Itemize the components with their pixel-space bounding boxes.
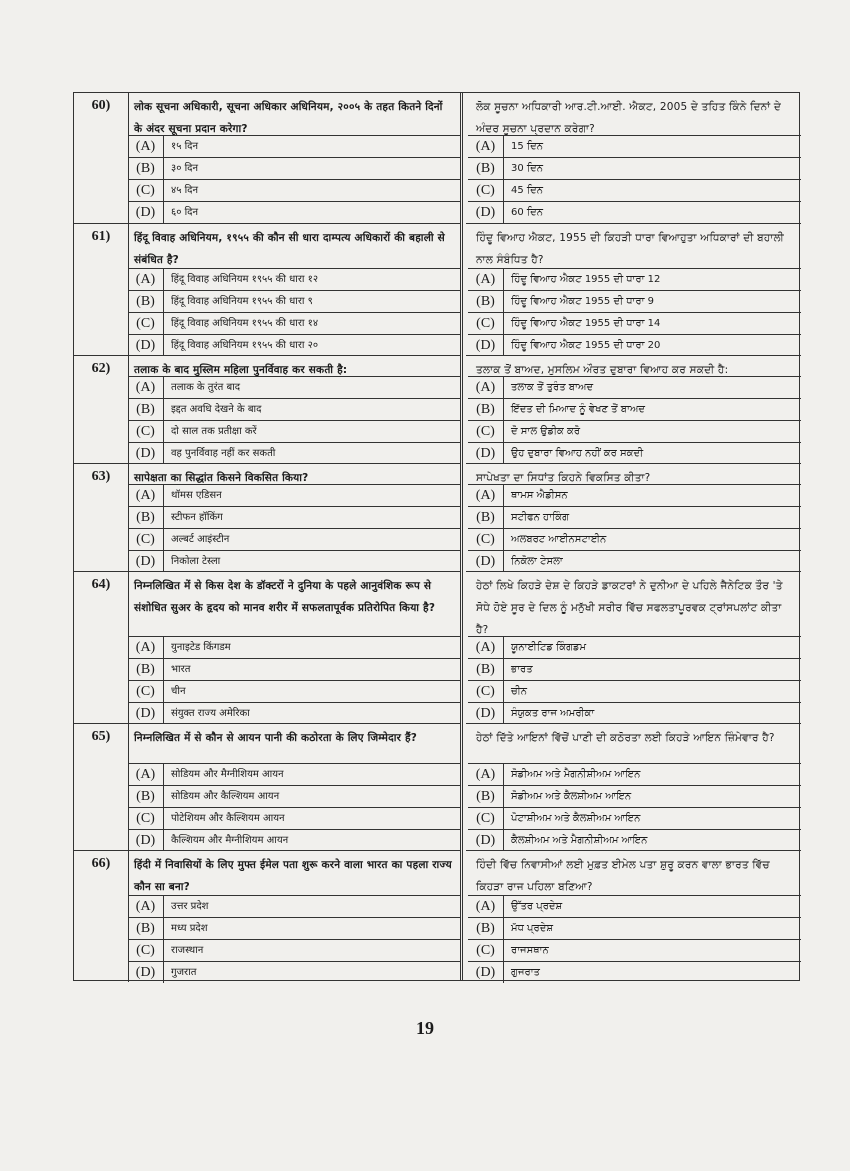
punjabi-question-text: ਤਲਾਕ ਤੋਂ ਬਾਅਦ, ਮੁਸਲਿਮ ਔਰਤ ਦੁਬਾਰਾ ਵਿਆਹ ਕਰ ਸਕਦੀ ਹੈ:	[476, 364, 729, 376]
option-a[interactable]	[468, 636, 801, 658]
punjabi-question-block	[466, 571, 801, 723]
option-row-rule	[128, 636, 460, 658]
option-text: ३० दिन	[171, 163, 199, 174]
option-label: (C)	[128, 808, 164, 829]
option-c[interactable]	[468, 528, 801, 550]
option-c[interactable]	[468, 680, 801, 702]
option-row-rule	[128, 157, 460, 179]
option-row-rule	[128, 376, 460, 398]
option-row-rule	[128, 658, 460, 680]
option-label: (D)	[468, 202, 504, 223]
option-d[interactable]	[468, 550, 801, 572]
option-text: ਹਿੰਦੂ ਵਿਆਹ ਐਕਟ 1955 ਦੀ ਧਾਰਾ 14	[511, 318, 661, 329]
option-d[interactable]	[128, 201, 460, 223]
option-text: राजस्थान	[171, 945, 204, 956]
option-a[interactable]	[128, 268, 460, 290]
option-text: 45 ਦਿਨ	[511, 185, 543, 196]
option-c[interactable]	[468, 939, 801, 961]
option-row-rule	[468, 179, 801, 201]
option-d[interactable]	[468, 334, 801, 356]
option-row-rule	[128, 939, 460, 961]
option-label: (C)	[468, 313, 504, 334]
option-text: ਹਿੰਦੂ ਵਿਆਹ ਐਕਟ 1955 ਦੀ ਧਾਰਾ 20	[511, 340, 661, 351]
option-c[interactable]	[468, 312, 801, 334]
punjabi-question-text: ਸਾਪੇਖਤਾ ਦਾ ਸਿਧਾਂਤ ਕਿਹਨੇ ਵਿਕਸਿਤ ਕੀਤਾ?	[476, 472, 651, 484]
option-row-rule	[128, 420, 460, 442]
option-b[interactable]	[128, 506, 460, 528]
option-row-rule	[468, 312, 801, 334]
question-number: 63)	[91, 469, 111, 484]
option-text: ਗੁਜਰਾਤ	[511, 967, 540, 978]
option-text: ४५ दिन	[171, 185, 199, 196]
option-row-rule	[128, 917, 460, 939]
hindi-question-text: सापेक्षता का सिद्धांत किसने विकसित किया?	[134, 472, 309, 484]
option-d[interactable]	[128, 442, 460, 464]
option-label: (B)	[128, 659, 164, 680]
option-label: (B)	[128, 158, 164, 179]
option-label: (B)	[468, 918, 504, 939]
option-label: (B)	[128, 507, 164, 528]
option-b[interactable]	[128, 398, 460, 420]
hindi-question-text: हिंदी में निवासियों के लिए मुफ्त ईमेल पता शुरू करने वाला भारत का पहला राज्य कौन सा बना?	[134, 859, 452, 893]
option-text: १५ दिन	[171, 141, 199, 152]
option-row-rule	[468, 484, 801, 506]
option-label: (D)	[468, 551, 504, 572]
option-label: (B)	[468, 659, 504, 680]
option-c[interactable]	[128, 179, 460, 201]
option-text: उत्तर प्रदेश	[171, 901, 209, 912]
option-label: (D)	[128, 703, 164, 724]
option-b[interactable]	[468, 785, 801, 807]
option-row-rule	[468, 157, 801, 179]
option-row-rule	[468, 135, 801, 157]
option-label: (A)	[468, 485, 504, 506]
option-label: (C)	[128, 529, 164, 550]
question-table	[73, 92, 800, 981]
option-c[interactable]	[128, 680, 460, 702]
option-label: (D)	[468, 335, 504, 356]
question-number: 66)	[91, 856, 111, 871]
option-c[interactable]	[468, 420, 801, 442]
option-row-rule	[468, 420, 801, 442]
option-label: (C)	[468, 529, 504, 550]
option-label: (A)	[468, 269, 504, 290]
option-d[interactable]	[468, 961, 801, 983]
page-number: 19	[416, 1018, 434, 1038]
hindi-question-block	[74, 355, 460, 463]
punjabi-question-block	[466, 355, 801, 463]
hindi-question-text: निम्नलिखित में से किस देश के डॉक्टरों ने दुनिया के पहले आनुवंशिक रूप से संशोधित सुअर के हृदय को मानव शरीर में सफलतापूर्वक प्रतिरोपित किया है?	[134, 580, 436, 614]
option-text: तलाक के तुरंत बाद	[171, 382, 241, 393]
option-text: इद्दत अवधि देखने के बाद	[171, 404, 262, 415]
option-row-rule	[468, 807, 801, 829]
option-text: ਇੱਦਤ ਦੀ ਮਿਆਦ ਨੂੰ ਵੇਖਣ ਤੋਂ ਬਾਅਦ	[511, 404, 646, 415]
option-a[interactable]	[128, 636, 460, 658]
option-row-rule	[468, 961, 801, 983]
option-label: (A)	[468, 637, 504, 658]
option-text: भारत	[171, 664, 191, 675]
option-label: (A)	[128, 269, 164, 290]
option-label: (A)	[468, 377, 504, 398]
option-d[interactable]	[128, 334, 460, 356]
hindi-question-block	[74, 223, 460, 355]
punjabi-question-text: ਹਿੰਦੀ ਵਿੱਚ ਨਿਵਾਸੀਆਂ ਲਈ ਮੁਫ਼ਤ ਈਮੇਲ ਪਤਾ ਸ਼ੁਰੂ ਕਰਨ ਵਾਲਾ ਭਾਰਤ ਵਿੱਚ ਕਿਹੜਾ ਰਾਜ ਪਹਿਲਾ ਬਣਿਆ?	[476, 859, 770, 893]
option-label: (B)	[468, 507, 504, 528]
option-text: 60 ਦਿਨ	[511, 207, 543, 218]
punjabi-question-block	[466, 463, 801, 571]
option-text: अल्बर्ट आइंस्टीन	[171, 534, 230, 545]
option-label: (A)	[128, 485, 164, 506]
option-text: ਮੱਧ ਪ੍ਰਦੇਸ਼	[511, 923, 553, 934]
option-text: ਚੀਨ	[511, 686, 527, 697]
option-label: (C)	[468, 681, 504, 702]
option-row-rule	[128, 398, 460, 420]
option-row-rule	[128, 829, 460, 851]
option-a[interactable]	[468, 895, 801, 917]
question-number: 61)	[91, 229, 111, 244]
hindi-question-text: लोक सूचना अधिकारी, सूचना अधिकार अधिनियम, २००५ के तहत कितने दिनों के अंदर सूचना प्रदान करेगा?	[134, 101, 443, 135]
option-text: मध्य प्रदेश	[171, 923, 208, 934]
option-row-rule	[128, 179, 460, 201]
option-text: थॉमस एडिसन	[171, 490, 222, 501]
option-text: ਸਟੀਫਨ ਹਾਕਿੰਗ	[511, 512, 570, 523]
option-row-rule	[468, 680, 801, 702]
option-b[interactable]	[128, 290, 460, 312]
option-row-rule	[468, 268, 801, 290]
option-text: ਸੋਡੀਅਮ ਅਤੇ ਕੈਲਸ਼ੀਅਮ ਆਇਨ	[511, 791, 632, 802]
option-row-rule	[128, 290, 460, 312]
option-label: (A)	[128, 377, 164, 398]
option-a[interactable]	[468, 268, 801, 290]
option-b[interactable]	[128, 658, 460, 680]
option-row-rule	[468, 829, 801, 851]
option-row-rule	[128, 702, 460, 724]
option-label: (A)	[468, 764, 504, 785]
option-a[interactable]	[128, 135, 460, 157]
option-row-rule	[128, 785, 460, 807]
punjabi-question-text: ਲੋਕ ਸੂਚਨਾ ਅਧਿਕਾਰੀ ਆਰ.ਟੀ.ਆਈ. ਐਕਟ, 2005 ਦੇ ਤਹਿਤ ਕਿੰਨੇ ਦਿਨਾਂ ਦੇ ਅੰਦਰ ਸੂਚਨਾ ਪ੍ਰਦਾਨ ਕਰੇਗਾ?	[476, 101, 782, 135]
option-text: ਹਿੰਦੂ ਵਿਆਹ ਐਕਟ 1955 ਦੀ ਧਾਰਾ 9	[511, 296, 655, 307]
option-label: (D)	[468, 443, 504, 464]
option-label: (B)	[468, 786, 504, 807]
option-label: (C)	[128, 313, 164, 334]
option-label: (D)	[128, 335, 164, 356]
option-b[interactable]	[128, 785, 460, 807]
option-d[interactable]	[128, 702, 460, 724]
option-row-rule	[128, 763, 460, 785]
option-d[interactable]	[468, 201, 801, 223]
option-row-rule	[128, 895, 460, 917]
option-text: संयुक्त राज्य अमेरिका	[171, 708, 250, 719]
option-a[interactable]	[128, 484, 460, 506]
question-number: 64)	[91, 577, 111, 592]
option-b[interactable]	[128, 917, 460, 939]
option-a[interactable]	[128, 895, 460, 917]
punjabi-question-block	[466, 723, 801, 850]
column-divider	[460, 93, 463, 980]
option-label: (C)	[128, 180, 164, 201]
option-row-rule	[128, 135, 460, 157]
option-text: हिंदू विवाह अधिनियम १९५५ की धारा १२	[171, 274, 319, 285]
option-c[interactable]	[128, 807, 460, 829]
option-text: ਤਲਾਕ ਤੋਂ ਤੁਰੰਤ ਬਾਅਦ	[511, 382, 594, 393]
option-d[interactable]	[128, 829, 460, 851]
option-row-rule	[468, 290, 801, 312]
option-text: ਯੂਨਾਈਟਿਡ ਕਿੰਗਡਮ	[511, 642, 587, 653]
option-label: (D)	[128, 443, 164, 464]
option-b[interactable]	[128, 157, 460, 179]
option-d[interactable]	[128, 550, 460, 572]
option-text: निकोला टेस्ला	[171, 556, 221, 567]
hindi-question-block	[74, 723, 460, 850]
option-d[interactable]	[468, 442, 801, 464]
option-row-rule	[468, 528, 801, 550]
option-row-rule	[468, 917, 801, 939]
option-text: हिंदू विवाह अधिनियम १९५५ की धारा १४	[171, 318, 319, 329]
option-a[interactable]	[468, 135, 801, 157]
punjabi-question-block	[466, 223, 801, 355]
option-b[interactable]	[468, 290, 801, 312]
option-b[interactable]	[468, 506, 801, 528]
option-text: ਸੋਡੀਅਮ ਅਤੇ ਮੈਗਨੀਸ਼ੀਅਮ ਆਇਨ	[511, 769, 641, 780]
option-row-rule	[128, 680, 460, 702]
option-b[interactable]	[468, 157, 801, 179]
option-b[interactable]	[468, 398, 801, 420]
option-c[interactable]	[128, 420, 460, 442]
question-number: 60)	[91, 98, 111, 113]
option-row-rule	[128, 961, 460, 983]
option-text: ਨਿਕੋਲਾ ਟੇਸਲਾ	[511, 556, 563, 567]
option-c[interactable]	[128, 528, 460, 550]
option-text: वह पुनर्विवाह नहीं कर सकती	[171, 448, 276, 459]
option-row-rule	[468, 658, 801, 680]
option-text: ६० दिन	[171, 207, 199, 218]
option-label: (B)	[468, 399, 504, 420]
option-label: (D)	[128, 830, 164, 851]
option-text: ਹਿੰਦੂ ਵਿਆਹ ਐਕਟ 1955 ਦੀ ਧਾਰਾ 12	[511, 274, 661, 285]
hindi-question-block	[74, 463, 460, 571]
option-label: (D)	[128, 962, 164, 983]
option-a[interactable]	[468, 484, 801, 506]
option-label: (C)	[128, 421, 164, 442]
hindi-question-block	[74, 571, 460, 723]
punjabi-question-block	[466, 93, 801, 223]
option-d[interactable]	[468, 702, 801, 724]
hindi-question-block	[74, 850, 460, 982]
option-text: ਰਾਜਸਥਾਨ	[511, 945, 549, 956]
option-row-rule	[468, 334, 801, 356]
option-c[interactable]	[468, 179, 801, 201]
hindi-question-text: तलाक के बाद मुस्लिम महिला पुनर्विवाह कर सकती है:	[134, 364, 348, 376]
option-row-rule	[128, 201, 460, 223]
option-text: हिंदू विवाह अधिनियम १९५५ की धारा २०	[171, 340, 319, 351]
option-row-rule	[468, 506, 801, 528]
option-label: (A)	[128, 764, 164, 785]
option-label: (C)	[468, 940, 504, 961]
option-text: 30 ਦਿਨ	[511, 163, 543, 174]
option-a[interactable]	[468, 376, 801, 398]
option-text: ਸੰਯੁਕਤ ਰਾਜ ਅਮਰੀਕਾ	[511, 708, 595, 719]
option-row-rule	[468, 939, 801, 961]
option-row-rule	[128, 506, 460, 528]
option-c[interactable]	[128, 312, 460, 334]
option-text: पोटेशियम और कैल्शियम आयन	[171, 813, 285, 824]
option-text: ਉਹ ਦੁਬਾਰਾ ਵਿਆਹ ਨਹੀਂ ਕਰ ਸਕਦੀ	[511, 448, 644, 459]
option-row-rule	[128, 442, 460, 464]
option-text: दो साल तक प्रतीक्षा करें	[171, 426, 257, 437]
option-row-rule	[468, 442, 801, 464]
punjabi-question-text: ਹੇਠਾਂ ਲਿਖੇ ਕਿਹੜੇ ਦੇਸ਼ ਦੇ ਕਿਹੜੇ ਡਾਕਟਰਾਂ ਨੇ ਦੁਨੀਆ ਦੇ ਪਹਿਲੇ ਜੈਨੇਟਿਕ ਤੌਰ 'ਤੇ ਸੋਧੇ ਹੋਏ ਸੂਰ ਦੇ ਦਿਲ ਨੂੰ ਮਨੁੱਖੀ ਸਰੀਰ ਵਿੱਚ ਸਫਲਤਾਪੂਰਵਕ ਟ੍ਰਾਂਸਪਲਾਂਟ ਕੀਤਾ ਹੈ?	[476, 580, 783, 636]
option-row-rule	[468, 763, 801, 785]
option-text: चीन	[171, 686, 186, 697]
option-label: (A)	[128, 896, 164, 917]
option-a[interactable]	[128, 763, 460, 785]
option-label: (C)	[128, 681, 164, 702]
option-label: (D)	[468, 962, 504, 983]
option-label: (B)	[128, 399, 164, 420]
option-text: ਥਾਮਸ ਐਡੀਸਨ	[511, 490, 568, 501]
option-text: ਉੱਤਰ ਪ੍ਰਦੇਸ਼	[511, 901, 563, 912]
option-text: गुजरात	[171, 967, 197, 978]
option-text: ਅਲਬਰਟ ਆਈਨਸਟਾਈਨ	[511, 534, 607, 545]
option-row-rule	[468, 895, 801, 917]
option-text: ਪੋਟਾਸ਼ੀਅਮ ਅਤੇ ਕੈਲਸ਼ੀਅਮ ਆਇਨ	[511, 813, 641, 824]
punjabi-question-block	[466, 850, 801, 982]
option-label: (C)	[468, 421, 504, 442]
option-row-rule	[468, 785, 801, 807]
option-text: हिंदू विवाह अधिनियम १९५५ की धारा ९	[171, 296, 313, 307]
question-number: 62)	[91, 361, 111, 376]
punjabi-question-text: ਹਿੰਦੂ ਵਿਆਹ ਐਕਟ, 1955 ਦੀ ਕਿਹੜੀ ਧਾਰਾ ਵਿਆਹੁਤਾ ਅਧਿਕਾਰਾਂ ਦੀ ਬਹਾਲੀ ਨਾਲ ਸੰਬੰਧਿਤ ਹੈ?	[476, 232, 784, 266]
option-text: युनाइटेड किंगडम	[171, 642, 231, 653]
hindi-question-text: हिंदू विवाह अधिनियम, १९५५ की कौन सी धारा दाम्पत्य अधिकारों की बहाली से संबंधित है?	[134, 232, 445, 266]
option-row-rule	[128, 807, 460, 829]
option-label: (A)	[128, 637, 164, 658]
option-text: ਭਾਰਤ	[511, 664, 533, 675]
option-text: ਦੋ ਸਾਲ ਉਡੀਕ ਕਰੋ	[511, 426, 581, 437]
hindi-question-block	[74, 93, 460, 223]
option-text: 15 ਦਿਨ	[511, 141, 543, 152]
option-row-rule	[468, 636, 801, 658]
option-row-rule	[128, 484, 460, 506]
option-label: (B)	[128, 291, 164, 312]
option-row-rule	[468, 702, 801, 724]
option-row-rule	[128, 334, 460, 356]
option-row-rule	[128, 312, 460, 334]
option-d[interactable]	[128, 961, 460, 983]
option-b[interactable]	[468, 917, 801, 939]
option-row-rule	[128, 268, 460, 290]
question-number: 65)	[91, 729, 111, 744]
option-label: (A)	[468, 896, 504, 917]
option-d[interactable]	[468, 829, 801, 851]
option-text: सोडियम और कैल्शियम आयन	[171, 791, 280, 802]
option-a[interactable]	[468, 763, 801, 785]
option-label: (C)	[468, 180, 504, 201]
option-label: (D)	[468, 703, 504, 724]
option-label: (D)	[468, 830, 504, 851]
option-row-rule	[128, 550, 460, 572]
option-c[interactable]	[128, 939, 460, 961]
option-text: सोडियम और मैग्नीशियम आयन	[171, 769, 284, 780]
option-a[interactable]	[128, 376, 460, 398]
option-label: (C)	[468, 808, 504, 829]
option-label: (B)	[468, 158, 504, 179]
option-row-rule	[468, 376, 801, 398]
punjabi-question-text: ਹੇਠਾਂ ਦਿੱਤੇ ਆਇਨਾਂ ਵਿੱਚੋਂ ਪਾਣੀ ਦੀ ਕਠੋਰਤਾ ਲਈ ਕਿਹੜੇ ਆਇਨ ਜ਼ਿੰਮੇਵਾਰ ਹੈ?	[476, 732, 775, 744]
option-row-rule	[468, 550, 801, 572]
option-label: (B)	[128, 918, 164, 939]
option-row-rule	[468, 398, 801, 420]
option-text: कैल्शियम और मैग्नीशियम आयन	[171, 835, 289, 846]
option-label: (A)	[128, 136, 164, 157]
option-label: (B)	[468, 291, 504, 312]
option-label: (D)	[128, 551, 164, 572]
option-b[interactable]	[468, 658, 801, 680]
option-c[interactable]	[468, 807, 801, 829]
option-row-rule	[468, 201, 801, 223]
option-text: ਕੈਲਸ਼ੀਅਮ ਅਤੇ ਮੈਗਨੀਸ਼ੀਅਮ ਆਇਨ	[511, 835, 648, 846]
option-label: (C)	[128, 940, 164, 961]
hindi-question-text: निम्नलिखित में से कौन से आयन पानी की कठोरता के लिए जिम्मेदार हैं?	[134, 732, 418, 744]
option-label: (B)	[128, 786, 164, 807]
option-label: (A)	[468, 136, 504, 157]
option-row-rule	[128, 528, 460, 550]
option-label: (D)	[128, 202, 164, 223]
option-text: स्टीफन हॉकिंग	[171, 512, 223, 523]
